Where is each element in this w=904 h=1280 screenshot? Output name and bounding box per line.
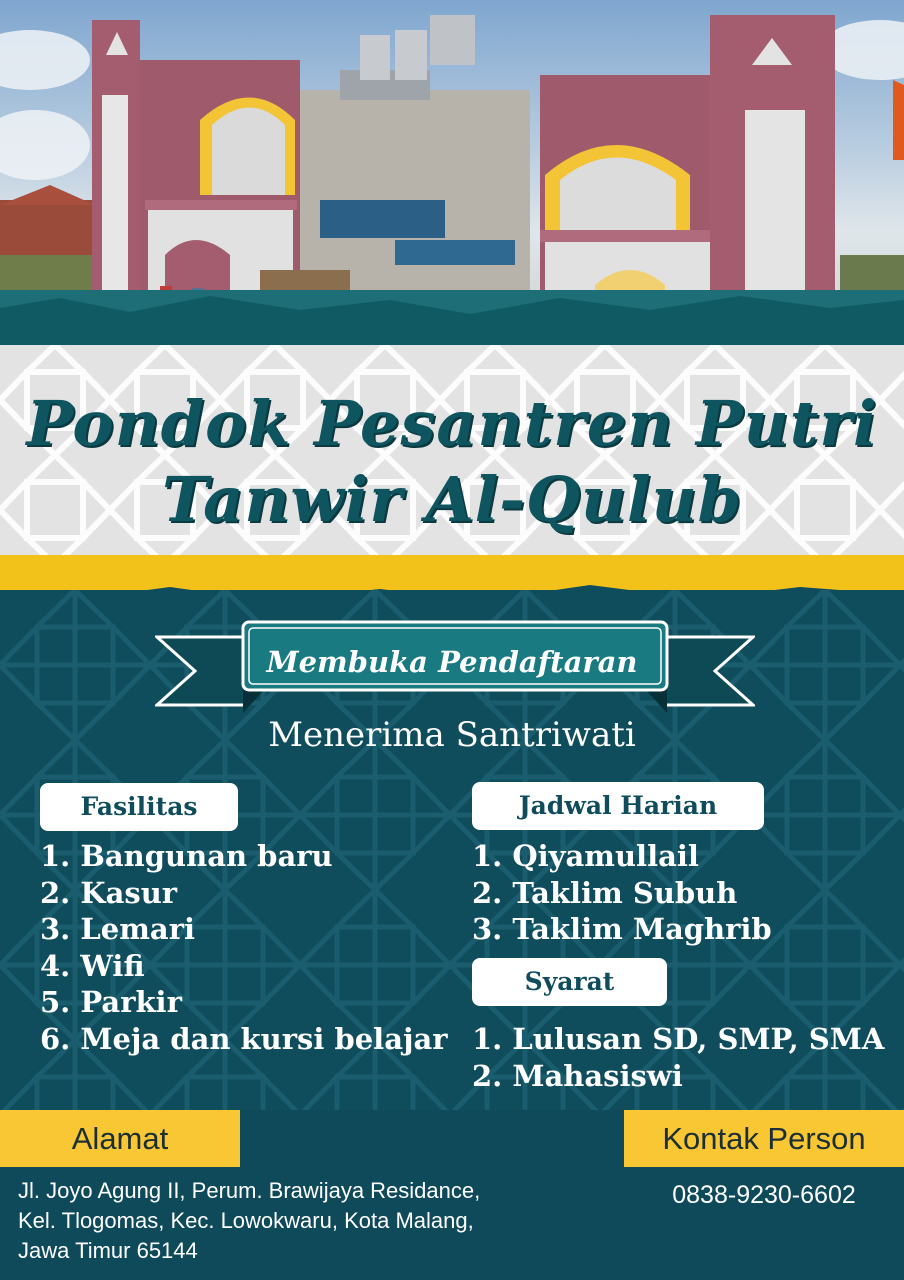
fasilitas-heading: Fasilitas	[40, 783, 238, 831]
jadwal-heading: Jadwal Harian	[472, 782, 764, 830]
ribbon-label: Membuka Pendaftaran	[266, 645, 638, 679]
subtitle: Menerima Santriwati	[268, 715, 636, 755]
list-item: 5. Parkir	[40, 985, 182, 1019]
title-area	[0, 345, 904, 570]
list-item: 2. Taklim Subuh	[472, 875, 738, 910]
syarat-heading: Syarat	[472, 958, 667, 1006]
list-item: 1. Bangunan baru	[40, 839, 333, 873]
list-item: 1. Lulusan SD, SMP, SMA	[472, 1022, 885, 1056]
list-item: 4. Wifi	[40, 948, 145, 983]
jadwal-list	[472, 838, 772, 948]
syarat-list	[472, 1021, 884, 1094]
alamat-address	[18, 1176, 618, 1266]
title-line-1: Pondok Pesantren Putri	[26, 387, 878, 460]
alamat-label: Alamat	[0, 1110, 240, 1167]
list-item: 3. Taklim Maghrib	[472, 912, 772, 946]
kontak-phone: 0838-9230-6602	[672, 1181, 856, 1209]
list-item: 6. Meja dan kursi belajar	[40, 1021, 448, 1056]
building-photo	[0, 0, 904, 330]
list-item: 2. Mahasiswi	[472, 1058, 683, 1093]
title-line-2: Tanwir Al-Qulub	[161, 463, 743, 536]
list-item: 1. Qiyamullail	[472, 839, 699, 873]
address-line: Kel. Tlogomas, Kec. Lowokwaru, Kota Malang,	[18, 1208, 474, 1233]
fasilitas-list	[40, 838, 448, 1057]
address-line: Jl. Joyo Agung II, Perum. Brawijaya Residance,	[18, 1178, 481, 1203]
list-item: 3. Lemari	[40, 912, 195, 946]
address-line: Jawa Timur 65144	[18, 1238, 198, 1263]
list-item: 2. Kasur	[40, 875, 178, 910]
building-illustration	[0, 0, 904, 330]
kontak-label: Kontak Person	[624, 1110, 904, 1167]
